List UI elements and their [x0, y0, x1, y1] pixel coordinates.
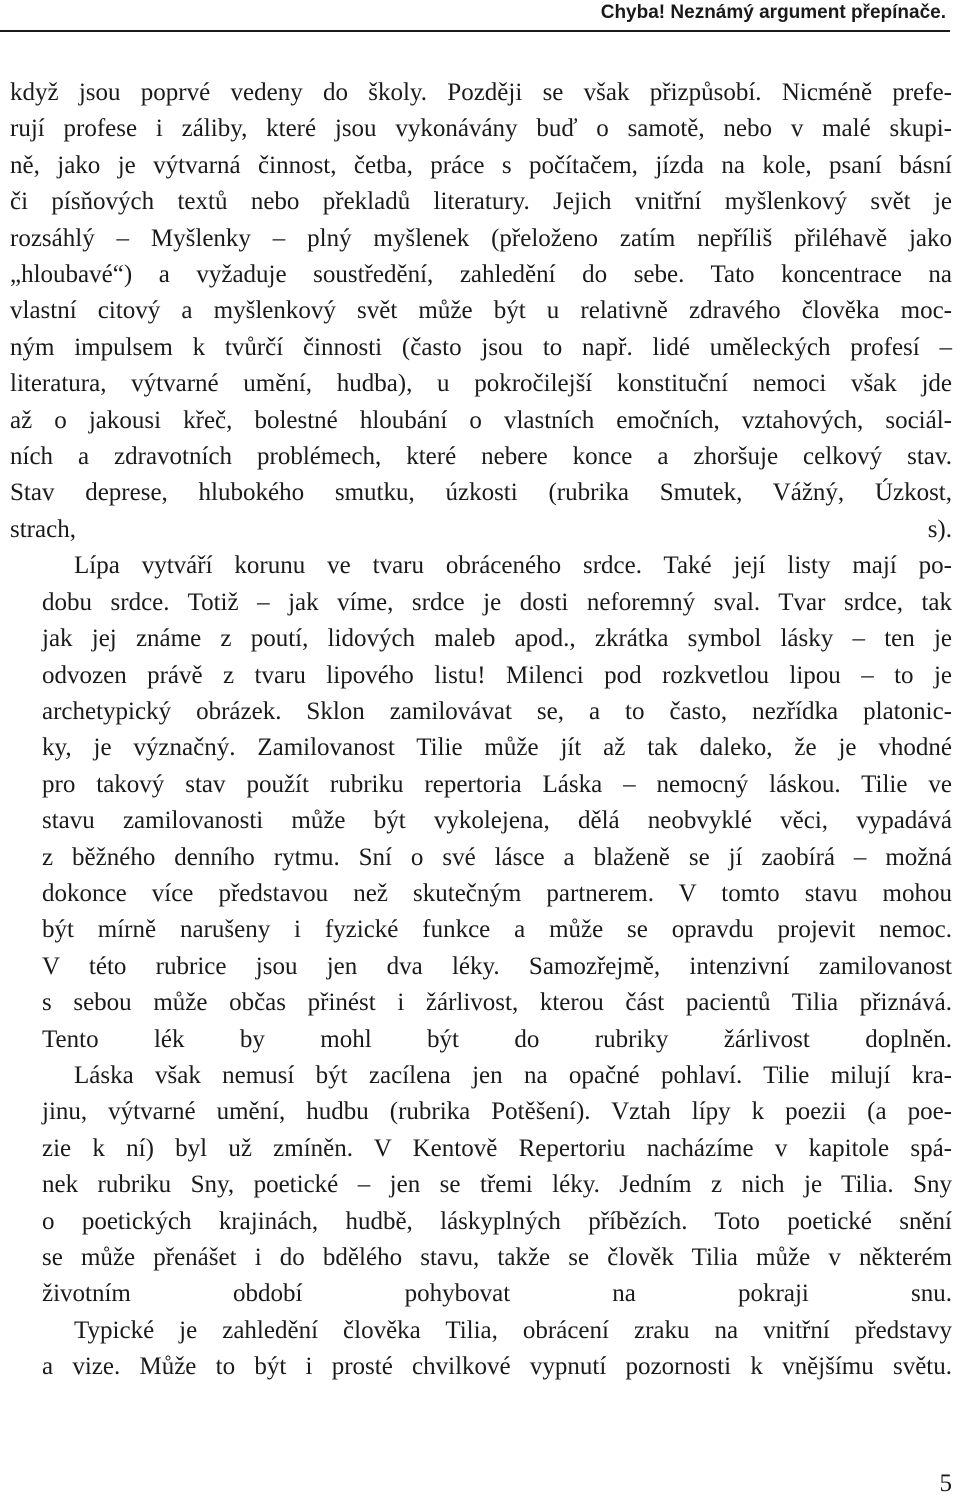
text-line: strach, s). — [10, 515, 952, 543]
text-line: ně, jako je výtvarná činnost, četba, práce s počítačem, jízda na kole, psaní básní — [10, 151, 952, 179]
text-line: z běžného denního rytmu. Sní o své lásce a blaženě se jí zaobírá – možná — [42, 843, 952, 871]
text-line: Láska však nemusí být zacílena jen na opačné pohlaví. Tilie milují kra- — [74, 1061, 952, 1089]
text-line: ným impulsem k tvůrčí činnosti (často jsou to např. lidé uměleckých profesí – — [10, 333, 952, 361]
text-line: být mírně narušeny i fyzické funkce a může se opravdu projevit nemoc. — [42, 916, 952, 944]
text-line: jinu, výtvarné umění, hudbu (rubrika Potěšení). Vztah lípy k poezii (a poe- — [42, 1098, 952, 1126]
text-line: ky, je význačný. Zamilovanost Tilie může jít až tak daleko, že je vhodné — [42, 734, 952, 762]
paragraph — [10, 75, 952, 548]
text-line: odvozen právě z tvaru lipového listu! Milenci pod rozkvetlou lipou – to je — [42, 661, 952, 689]
text-line: V této rubrice jsou jen dva léky. Samozřejmě, intenzivní zamilovanost — [42, 952, 952, 980]
text-line: se může přenášet i do bdělého stavu, takže se člověk Tilia může v některém — [42, 1244, 952, 1271]
text-line: když jsou poprvé vedeny do školy. Později se však přizpůsobí. Nicméně prefe- — [10, 79, 952, 106]
text-line: až o jakousi křeč, bolestné hloubání o vlastních emočních, vztahových, sociál- — [10, 406, 952, 434]
text-line: dokonce více představou než skutečným partnerem. V tomto stavu mohou — [42, 879, 952, 907]
text-line: pro takový stav použít rubriku repertoria Láska – nemocný láskou. Tilie ve — [42, 770, 952, 798]
text-line: „hloubavé“) a vyžaduje soustředění, zahledění do sebe. Tato koncentrace na — [10, 261, 952, 289]
header-title: Chyba! Neznámý argument přepínače. — [600, 2, 946, 23]
text-line: literatura, výtvarné umění, hudba), u pokročilejší konstituční nemoci však jde — [10, 370, 952, 398]
text-line: rují profese i záliby, které jsou vykonávány buď o samotě, nebo v malé skupi- — [10, 115, 952, 143]
text-line: zie k ní) byl už zmíněn. V Kentově Repertoriu nacházíme v kapitole spá- — [42, 1134, 952, 1162]
text-line: rozsáhlý – Myšlenky – plný myšlenek (přeloženo zatím nepříliš přiléhavě jako — [10, 224, 952, 252]
text-line: nek rubriku Sny, poetické – jen se třemi léky. Jedním z nich je Tilia. Sny — [42, 1171, 952, 1199]
text-line: dobu srdce. Totiž – jak víme, srdce je dosti neforemný sval. Tvar srdce, tak — [42, 588, 952, 616]
text-line: Typické je zahledění člověka Tilia, obrácení zraku na vnitřní představy — [74, 1316, 952, 1344]
paragraph — [10, 548, 952, 1058]
body-text — [10, 75, 952, 1386]
text-line: s sebou může občas přinést i žárlivost, kterou část pacientů Tilia přiznává. — [42, 989, 952, 1017]
page-header — [0, 0, 950, 32]
text-line: vlastní citový a myšlenkový svět může být u relativně zdravého člověka moc- — [10, 297, 952, 325]
paragraph — [10, 1313, 952, 1386]
text-line: jak jej známe z poutí, lidových maleb apod., zkrátka symbol lásky – ten je — [42, 625, 952, 653]
text-line: o poetických krajinách, hudbě, láskyplných příbězích. Toto poetické snění — [42, 1207, 952, 1235]
text-line: a vize. Může to být i prosté chvilkové vypnutí pozornosti k vnějšímu světu. — [42, 1353, 952, 1381]
text-line: Stav deprese, hlubokého smutku, úzkosti (rubrika Smutek, Vážný, Úzkost, — [10, 479, 952, 507]
page-number: 5 — [939, 1470, 952, 1497]
text-line: Lípa vytváří korunu ve tvaru obráceného srdce. Také její listy mají po- — [74, 552, 952, 580]
paragraph — [10, 1058, 952, 1313]
text-line: Tento lék by mohl být do rubriky žárlivost doplněn. — [42, 1025, 952, 1053]
text-line: stavu zamilovanosti může být vykolejena, dělá neobvyklé věci, vypadává — [42, 807, 952, 835]
text-line: životním období pohybovat na pokraji snu. — [42, 1280, 952, 1308]
text-line: archetypický obrázek. Sklon zamilovávat se, a to často, nezřídka platonic- — [42, 697, 952, 725]
text-line: ních a zdravotních problémech, které nebere konce a zhoršuje celkový stav. — [10, 443, 952, 471]
text-line: či písňových textů nebo překladů literatury. Jejich vnitřní myšlenkový svět je — [10, 188, 952, 216]
